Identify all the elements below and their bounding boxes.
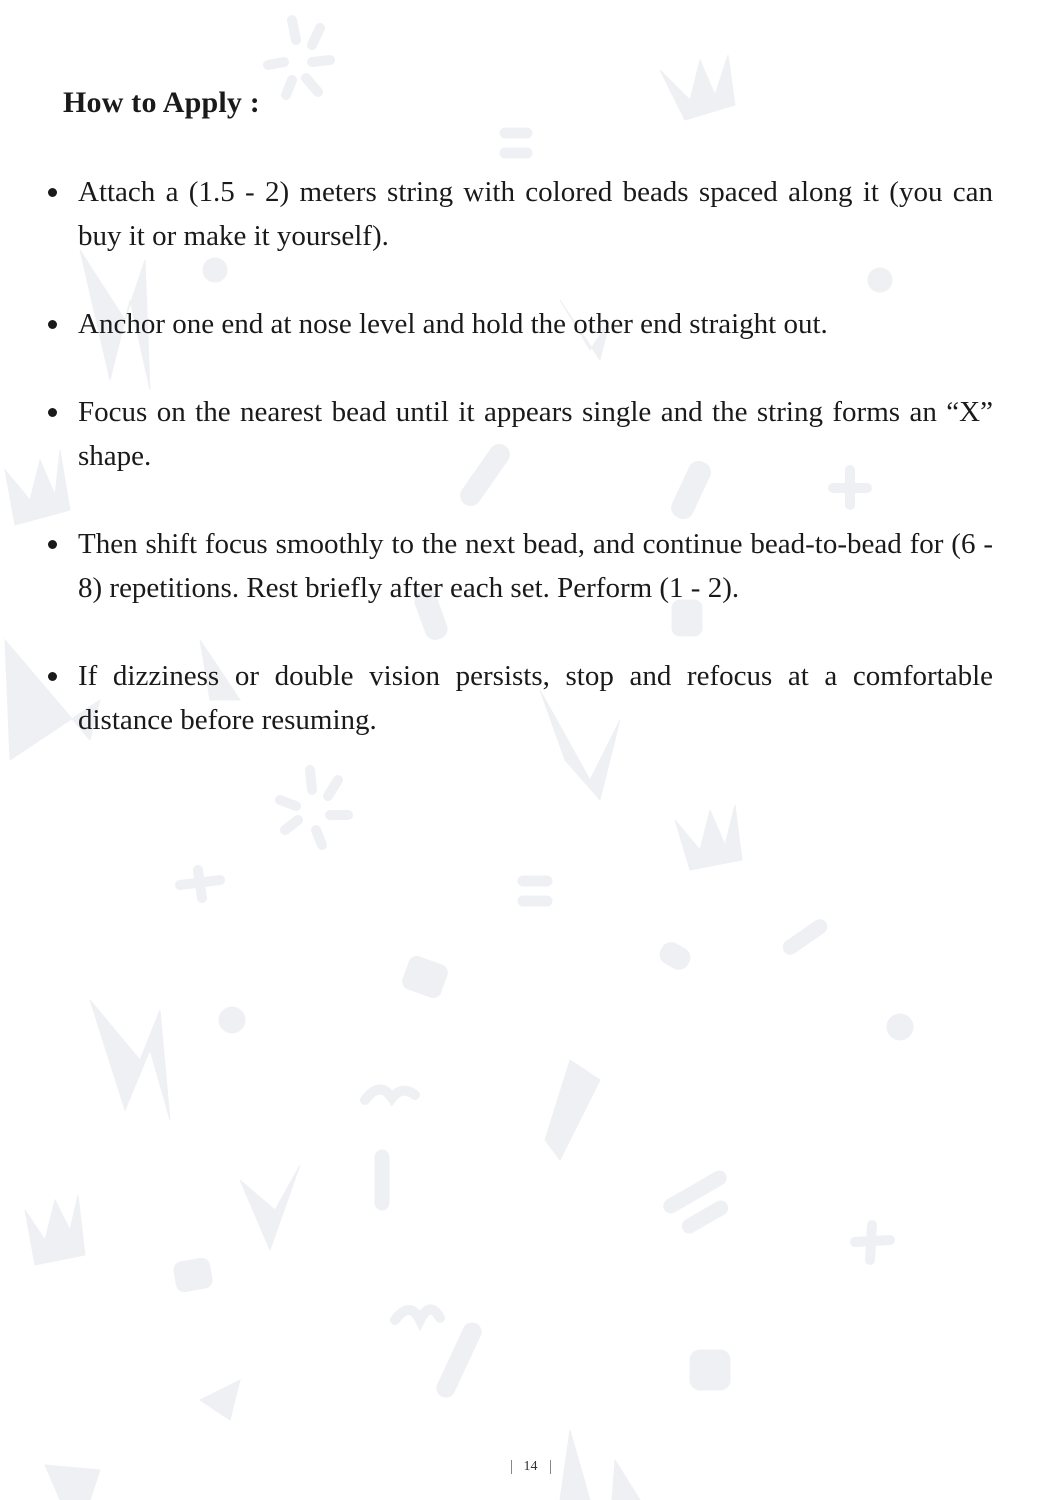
list-item	[78, 302, 993, 346]
list-item	[78, 390, 993, 478]
list-item	[78, 654, 993, 742]
step-text: Focus on the nearest bead until it appears single and the string forms an “X” shape.	[78, 396, 993, 472]
bullet-icon	[48, 540, 57, 549]
page-number: 14	[523, 1459, 538, 1474]
bullet-icon	[48, 672, 57, 681]
step-text: Then shift focus smoothly to the next bead, and continue bead-to-bead for (6 - 8) repetitions. Rest briefly after each set. Perform (1 - 2).	[78, 528, 993, 604]
instruction-list	[78, 170, 993, 786]
page-footer	[0, 1459, 1061, 1475]
section-heading: How to Apply :	[63, 86, 260, 119]
bullet-icon	[48, 408, 57, 417]
divider	[511, 1460, 512, 1474]
step-text: Anchor one end at nose level and hold the other end straight out.	[78, 308, 828, 340]
bullet-icon	[48, 188, 57, 197]
list-item	[78, 170, 993, 258]
step-text: Attach a (1.5 - 2) meters string with colored beads spaced along it (you can buy it or make it yourself).	[78, 176, 993, 252]
bullet-icon	[48, 320, 57, 329]
list-item	[78, 522, 993, 610]
divider	[550, 1460, 551, 1474]
step-text: If dizziness or double vision persists, stop and refocus at a comfortable distance before resuming.	[78, 660, 993, 736]
